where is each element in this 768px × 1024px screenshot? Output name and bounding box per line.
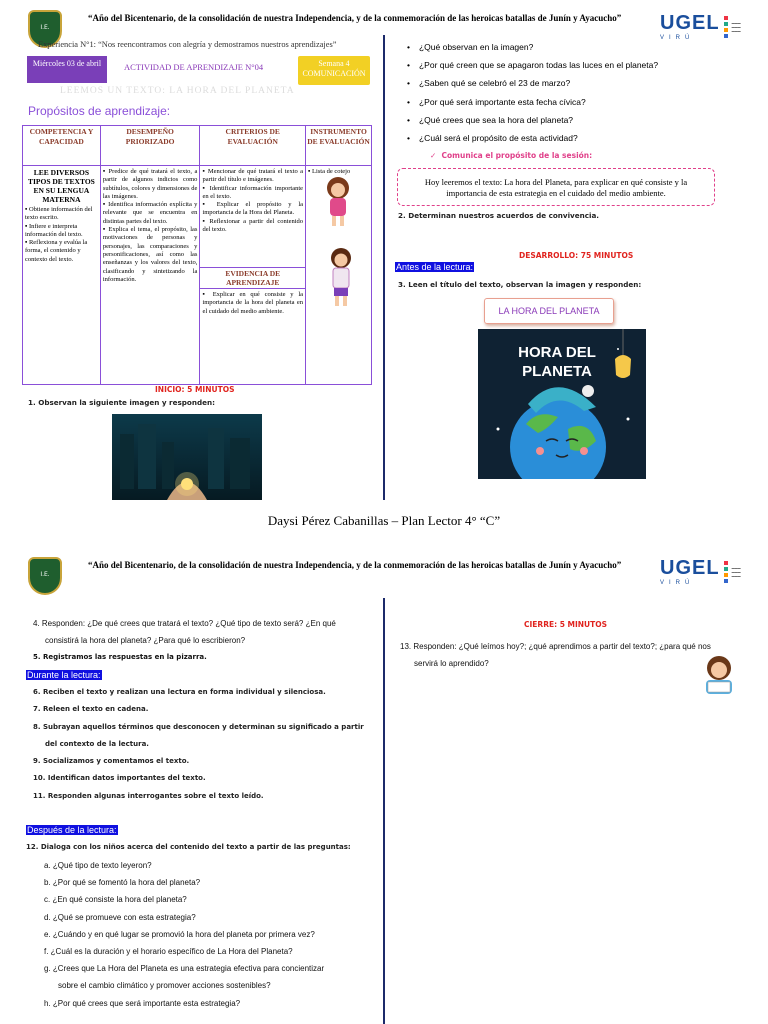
despues-label: Después de la lectura: bbox=[27, 825, 117, 835]
semana-badge: Semana 4 COMUNICACIÓN bbox=[298, 56, 370, 85]
antes-label: Antes de la lectura: bbox=[396, 262, 474, 272]
motto-header-2: “Año del Bicentenario, de la consolidación de nuestra Independencia, y de la conmemoración de las heroicas batallas de Junín y Ayacucho” bbox=[88, 560, 622, 570]
school-crest-2: I.E. bbox=[28, 557, 62, 595]
durante-label: Durante la lectura: bbox=[27, 670, 101, 680]
th-competencia: COMPETENCIA Y CAPACIDAD bbox=[23, 126, 101, 166]
school-crest: I.E. bbox=[28, 10, 62, 48]
competencia-cell: LEE DIVERSOS TIPOS DE TEXTOS EN SU LENGUA MATERNA ▪ Obtiene información del texto escrito. ▪ Infiere e interpreta información del texto. ▪ Reflexiona y evalúa la forma, el contenido y contexto del texto. bbox=[23, 166, 101, 385]
lahora-label-box: LA HORA DEL PLANETA bbox=[484, 298, 614, 324]
step-13: 13. Responden: ¿Qué leímos hoy?; ¿qué aprendimos a partir del texto?; ¿para qué nos servirá lo aprendido? bbox=[400, 642, 711, 669]
experiencia-line: Experiencia N°1: “Nos reencontramos con alegría y demostramos nuestros aprendizajes” bbox=[38, 40, 337, 49]
ugel-logo-2: UGEL VIRÚ ▬▬▬ ▬▬▬ ▬▬▬ bbox=[660, 557, 741, 586]
motto-header: “Año del Bicentenario, de la consolidación de nuestra Independencia, y de la conmemoración de las heroicas batallas de Junín y Ayacucho” bbox=[88, 13, 622, 23]
step-3: 3. Leen el título del texto, observan la imagen y responden: bbox=[398, 280, 642, 289]
th-desempeno: DESEMPEÑO PRIORIZADO bbox=[100, 126, 200, 166]
dark-city-image bbox=[112, 414, 262, 500]
criterios-cell: ▪ Mencionar de qué tratará el texto a partir del título e imágenes. ▪ Identificar información importante en el texto. ▪ Explicar el propósito y la importancia de la Hora del Planeta. ▪ Reflexionar a partir del contenido del texto. bbox=[200, 166, 306, 268]
actividad-title: ACTIVIDAD DE APRENDIZAJE N°04 bbox=[124, 62, 264, 72]
instrumento-cell: ▪ Lista de cotejo bbox=[306, 166, 372, 385]
fecha-badge: Miércoles 03 de abril bbox=[27, 56, 107, 83]
th-instrumento: INSTRUMENTO DE EVALUACIÓN bbox=[306, 126, 372, 166]
step-2: 2. Determinan nuestros acuerdos de convivencia. bbox=[398, 211, 600, 220]
evidencia-cell: EVIDENCIA DE APRENDIZAJE ▪ Explicar en qué consiste y la importancia de la hora del planeta en el cuidado del medio ambiente. bbox=[200, 268, 306, 385]
girl-illustration-icon bbox=[318, 174, 358, 229]
reading-girl-icon bbox=[696, 652, 742, 698]
poster-title-line2: PLANETA bbox=[522, 363, 592, 380]
propositos-heading: Propósitos de aprendizaje: bbox=[28, 104, 171, 118]
column-divider-1 bbox=[383, 35, 385, 500]
column-divider-2 bbox=[383, 598, 385, 1024]
propositos-table bbox=[22, 125, 372, 385]
proposito-box: Hoy leeremos el texto: La hora del Planeta, para explicar en qué consiste y la importancia de esta estrategia en el cuidado del medio ambiente. bbox=[397, 168, 715, 206]
ugel-logo: UGEL VIRÚ ▬▬▬ ▬▬▬ ▬▬▬ bbox=[660, 12, 741, 41]
step-4: 4. Responden: ¿De qué crees que tratará el texto? ¿Qué tipo de texto será? ¿En qué consistirá la hora del planeta? ¿Para qué lo escribieron? 5. Registramos las respuestas en la pizarra. bbox=[33, 619, 336, 662]
step-1: 1. Observan la siguiente imagen y responden: bbox=[28, 398, 215, 407]
desarrollo-heading: DESARROLLO: 75 MINUTOS bbox=[519, 251, 634, 260]
teacher-illustration-icon bbox=[324, 246, 358, 308]
right-questions-list: • ¿Qué observan en la imagen? • ¿Por qué creen que se apagaron todas las luces en el planeta? • ¿Saben qué se celebró el 23 de marzo? • ¿Por qué será importante esta fecha cívica? • ¿Qué crees que sea la hora del planeta? • ¿Cuál será el propósito de esta actividad? bbox=[407, 38, 658, 147]
th-criterios: CRITERIOS DE EVALUACIÓN bbox=[200, 126, 306, 166]
durante-steps: 6. Reciben el texto y realizan una lectura en forma individual y silenciosa. 7. Releen el texto en cadena. 8. Subrayan aquellos términos que desconocen y determinan su significado a partir del contexto de la lectura. 9. Socializamos y comentamos el texto. 10. Identifican datos importantes del texto. 11. Responden algunas interrogantes sobre el texto leído. bbox=[33, 688, 364, 800]
step-12: 12. Dialoga con los niños acerca del contenido del texto a partir de las preguntas: bbox=[26, 843, 351, 851]
inicio-heading: INICIO: 5 MINUTOS bbox=[155, 385, 235, 394]
hora-planeta-poster bbox=[478, 329, 646, 479]
poster-title-line1: HORA DEL bbox=[518, 344, 596, 361]
comunica-line: ✓ Comunica el propósito de la sesión: bbox=[430, 151, 593, 160]
cierre-heading: CIERRE: 5 MINUTOS bbox=[524, 620, 608, 629]
preguntas-list: a. ¿Qué tipo de texto leyeron? b. ¿Por qué se fomentó la hora del planeta? c. ¿En qué consiste la hora del planeta? d. ¿Qué se promueve con esta estrategia? e. ¿Cuándo y en qué lugar se promovió la hora del planeta por primera vez? f. ¿Cuál es la duración y el horario específico de La Hora del Planeta? g. ¿Crees que La Hora del Planeta es una estrategia efectiva para concientizar sobre el cambio climático y promover acciones sostenibles? h. ¿Por qué crees que será importante esta estrategia? bbox=[44, 861, 325, 1008]
ghost-title: LEEMOS UN TEXTO: LA HORA DEL PLANETA bbox=[60, 86, 295, 96]
page-footer: Daysi Pérez Cabanillas – Plan Lector 4° “C” bbox=[267, 513, 501, 528]
desempeno-cell: ▪ Predice de qué tratará el texto, a partir de algunos indicios como subtítulos, colores y dimensiones de las imágenes. ▪ Identifica información explícita y relevante que se encuentra en distintas partes del texto. ▪ Explica el tema, el propósito, las motivaciones de personas y personajes, las comparaciones y personificaciones, así como las enseñanzas y los valores del texto, clasificando y sintetizando la información. bbox=[100, 166, 200, 385]
